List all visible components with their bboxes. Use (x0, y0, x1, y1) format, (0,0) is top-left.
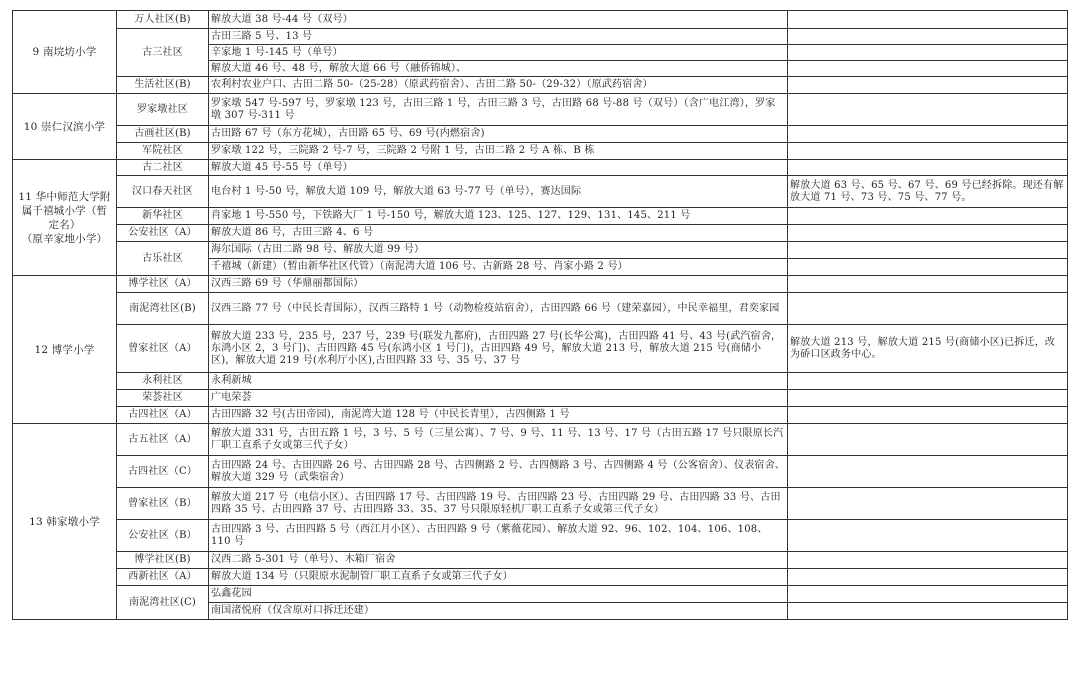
remark (788, 45, 1068, 61)
address-range: 农利村农业户口、古田二路 50-（25-28）（原武药宿舍）、古田二路 50-（29-32）（原武药宿舍） (209, 77, 788, 94)
table-row (13, 293, 1068, 325)
community-name: 古四社区（A） (117, 407, 209, 424)
address-range: 解放大道 46 号、48 号，解放大道 66 号（融侨锦城）、 (209, 61, 788, 77)
table-row (13, 94, 1068, 126)
remark (788, 11, 1068, 29)
address-range: 解放大道 217 号（电信小区）、古田四路 17 号、古田四路 19 号、古田四路 23 号、古田四路 29 号、古田四路 33 号、古田四路 35 号、古田四路 37 号、古田四路 33、35、37 号只限原轻机厂职工直系子女或第三代子女） (209, 488, 788, 520)
remark (788, 259, 1068, 276)
remark (788, 390, 1068, 407)
remark (788, 29, 1068, 45)
remark (788, 94, 1068, 126)
address-range: 南国渚悦府（仅含原对口拆迁还建） (209, 603, 788, 620)
address-range: 解放大道 134 号（只限原水泥制管厂职工直系子女或第三代子女） (209, 569, 788, 586)
table-row (13, 390, 1068, 407)
table-row (13, 29, 1068, 45)
community-name: 南泥湾社区(B) (117, 293, 209, 325)
table-row (13, 586, 1068, 603)
remark (788, 276, 1068, 293)
school-name-line: 11 华中师范大学附 (18, 190, 111, 203)
address-range: 解放大道 233 号，235 号，237 号，239 号(联发九都府)，古田四路 27 号(长华公寓)，古田四路 41 号、43 号(武汽宿舍，东鸿小区 2，3 号门)、古田四路 45 号(东鸿小区 1 号门)，古田四路 49 号，解放大道 213 号，解放大道 215 号(商储小区)，解放大道 219 号(水利厅小区),古田四路 33 号、35 号、37 号 (209, 325, 788, 373)
remark (788, 225, 1068, 242)
school-zoning-table (12, 10, 1068, 620)
community-name: 罗家墩社区 (117, 94, 209, 126)
community-name: 古四社区（C） (117, 456, 209, 488)
address-range: 解放大道 86 号，古田三路 4、6 号 (209, 225, 788, 242)
table-row (13, 276, 1068, 293)
school-name: 12 博学小学 (13, 276, 117, 424)
community-name: 公安社区（B） (117, 520, 209, 552)
address-range: 汉西二路 5-301 号（单号）、木箱厂宿舍 (209, 552, 788, 569)
address-range: 广电荣荟 (209, 390, 788, 407)
remark (788, 586, 1068, 603)
remark (788, 242, 1068, 259)
community-name: 永利社区 (117, 373, 209, 390)
community-name: 西新社区（A） (117, 569, 209, 586)
remark (788, 520, 1068, 552)
community-name: 博学社区（A） (117, 276, 209, 293)
remark (788, 77, 1068, 94)
school-name: 10 崇仁汉滨小学 (13, 94, 117, 160)
remark (788, 373, 1068, 390)
table-row (13, 407, 1068, 424)
address-range: 辛家地 1 号-145 号（单号） (209, 45, 788, 61)
school-name-line: 定名） (48, 218, 81, 231)
community-name: 新华社区 (117, 208, 209, 225)
school-name-line: 属千禧城小学（暂 (21, 204, 108, 217)
address-range: 解放大道 38 号-44 号（双号） (209, 11, 788, 29)
table-row (13, 160, 1068, 176)
community-name: 荣荟社区 (117, 390, 209, 407)
remark (788, 603, 1068, 620)
school-name-line: （原辛家地小学） (21, 232, 108, 245)
community-name: 曾家社区（A） (117, 325, 209, 373)
address-range: 汉西三路 77 号（中民长青国际），汉西三路特 1 号（动物检疫站宿舍），古田四路 66 号（建荣嘉园），中民幸福里，君奕家园 (209, 293, 788, 325)
remark (788, 160, 1068, 176)
remark (788, 552, 1068, 569)
address-range: 电台村 1 号-50 号，解放大道 109 号，解放大道 63 号-77 号（单号），赛达国际 (209, 176, 788, 208)
table-row (13, 242, 1068, 259)
remark (788, 488, 1068, 520)
table-row (13, 373, 1068, 390)
address-range: 古田四路 3 号、古田四路 5 号（西江月小区）、古田四路 9 号（紫薇花园）、解放大道 92、96、102、104、106、108、110 号 (209, 520, 788, 552)
community-name: 曾家社区（B） (117, 488, 209, 520)
community-name: 古乐社区 (117, 242, 209, 276)
table-row (13, 11, 1068, 29)
community-name: 古二社区 (117, 160, 209, 176)
address-range: 古田四路 24 号、古田四路 26 号、古田四路 28 号、古四侧路 2 号、古四侧路 3 号、古四侧路 4 号（公客宿舍）、仪表宿舍、解放大道 329 号（武柴宿舍） (209, 456, 788, 488)
table-row (13, 552, 1068, 569)
remark (788, 424, 1068, 456)
community-name: 军院社区 (117, 143, 209, 160)
table-row (13, 520, 1068, 552)
community-name: 公安社区（A） (117, 225, 209, 242)
table-row (13, 208, 1068, 225)
remark (788, 143, 1068, 160)
address-range: 永利新城 (209, 373, 788, 390)
table-row (13, 424, 1068, 456)
address-range: 古田四路 32 号(古田帝园)，南泥湾大道 128 号（中民长青里），古四侧路 1 号 (209, 407, 788, 424)
remark (788, 407, 1068, 424)
table-row (13, 176, 1068, 208)
table-row (13, 325, 1068, 373)
community-name: 南泥湾社区(C) (117, 586, 209, 620)
table-row (13, 126, 1068, 143)
address-range: 罗家墩 547 号-597 号，罗家墩 123 号，古田三路 1 号，古田三路 3 号，古田路 68 号-88 号（双号）（含广电江湾），罗家墩 307 号-311 号 (209, 94, 788, 126)
table-row (13, 143, 1068, 160)
address-range: 弘鑫花园 (209, 586, 788, 603)
community-name: 万人社区(B) (117, 11, 209, 29)
address-range: 罗家墩 122 号，三院路 2 号-7 号，三院路 2 号附 1 号，古田二路 2 号 A 栋、B 栋 (209, 143, 788, 160)
address-range: 古田三路 5 号、13 号 (209, 29, 788, 45)
table-row (13, 456, 1068, 488)
remark: 解放大道 213 号，解放大道 215 号(商储小区)已拆迁，改为硚口区政务中心。 (788, 325, 1068, 373)
community-name: 汉口春天社区 (117, 176, 209, 208)
table-row (13, 77, 1068, 94)
school-name: 13 韩家墩小学 (13, 424, 117, 620)
school-name: 9 南垸坊小学 (13, 11, 117, 94)
remark (788, 126, 1068, 143)
address-range: 千禧城（新建）（暂由新华社区代管）（南泥湾大道 106 号、古新路 28 号、肖家小路 2 号） (209, 259, 788, 276)
remark (788, 569, 1068, 586)
community-name: 古五社区（A） (117, 424, 209, 456)
remark (788, 61, 1068, 77)
remark (788, 293, 1068, 325)
school-name (13, 160, 117, 276)
community-name: 生活社区(B) (117, 77, 209, 94)
address-range: 汉西三路 69 号（华鼎丽都国际） (209, 276, 788, 293)
remark (788, 456, 1068, 488)
address-range: 海尔国际（古田二路 98 号、解放大道 99 号） (209, 242, 788, 259)
table-row (13, 225, 1068, 242)
address-range: 解放大道 45 号-55 号（单号） (209, 160, 788, 176)
address-range: 古田路 67 号（东方花城），古田路 65 号、69 号(内燃宿舍) (209, 126, 788, 143)
address-range: 肖家地 1 号-550 号，下铁路大厂 1 号-150 号，解放大道 123、125、127、129、131、145、211 号 (209, 208, 788, 225)
community-name: 古画社区(B) (117, 126, 209, 143)
remark: 解放大道 63 号、65 号、67 号、69 号已经拆除。现还有解放大道 71 号、73 号、75 号、77 号。 (788, 176, 1068, 208)
table-row (13, 569, 1068, 586)
community-name: 博学社区(B) (117, 552, 209, 569)
table-row (13, 488, 1068, 520)
address-range: 解放大道 331 号，古田五路 1 号，3 号、5 号（三星公寓）、7 号、9 号、11 号、13 号、17 号（古田五路 17 号只限原长汽厂职工直系子女或第三代子女） (209, 424, 788, 456)
community-name: 古三社区 (117, 29, 209, 77)
remark (788, 208, 1068, 225)
